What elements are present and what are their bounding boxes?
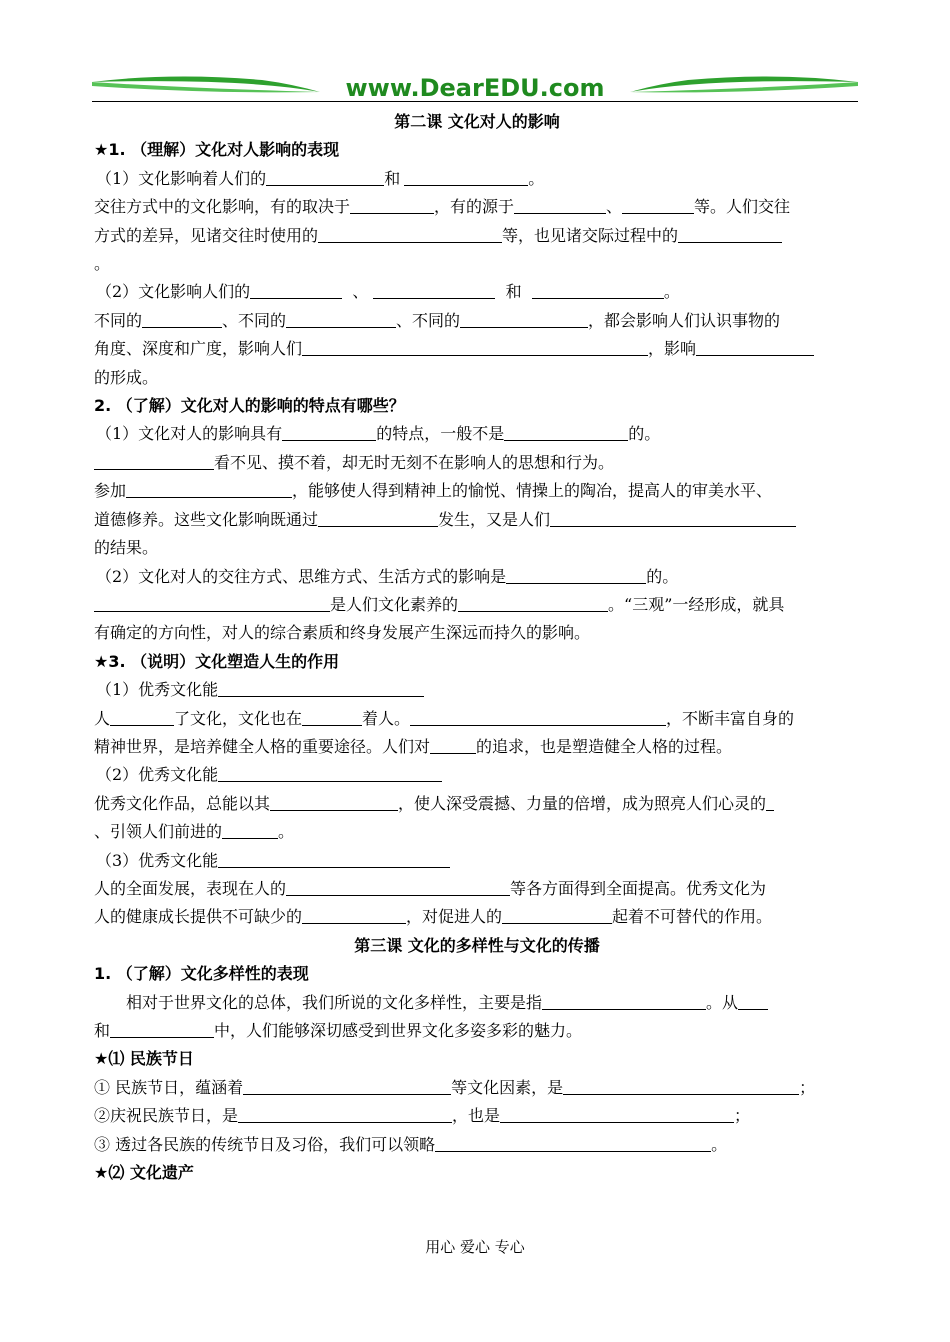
l2-s2-l5: 的结果。 [94,538,159,558]
l2-s1-l2 [94,193,860,221]
blank[interactable] [458,593,608,612]
blank[interactable] [286,877,510,896]
text: 中，人们能够深切感受到世界文化多姿多彩的魅力。 [214,1021,583,1040]
l3-s1-l1 [94,989,860,1017]
text: 和 [94,1021,111,1040]
blank[interactable] [373,280,495,299]
l3-f1 [94,1074,860,1102]
l2-s3-l8 [94,875,860,903]
blank[interactable] [542,991,706,1010]
text: 等文化因素，是 [451,1077,564,1097]
blank[interactable] [218,849,450,868]
blank[interactable] [404,167,528,186]
text: 、引领人们前进的 [94,822,223,842]
l2-s3-p3 [94,847,860,875]
blank[interactable] [502,905,612,924]
l3-s1-l2 [94,1017,860,1045]
text: （2）优秀文化能 [96,765,219,785]
blank[interactable] [318,224,502,243]
blank[interactable] [270,792,398,811]
text: ②庆祝民族节日，是 [94,1106,239,1126]
text: ； [734,1106,751,1126]
text: 等各方面得到全面提高。优秀文化为 [510,878,767,898]
blank[interactable] [94,593,330,612]
text: ，不断丰富自身的 [666,708,795,728]
l3-f2 [94,1102,860,1130]
text: ，影响 [648,339,697,359]
text: 和 [505,282,522,302]
text: 等，也见诸交际过程中的 [502,225,679,245]
blank[interactable] [142,309,222,328]
l2-s2-l7 [94,591,860,619]
text: 是人们文化素养的 [330,594,459,614]
l2-s2-l2 [94,449,860,477]
blank[interactable] [286,309,396,328]
text: 角度、深度和广度，影响人们 [94,339,303,359]
l2-s2-l4 [94,506,860,534]
l2-s1-p1 [94,165,860,193]
text: 的追求，也是塑造健全人格的过程。 [476,736,733,756]
text: 起着不可替代的作用。 [612,907,773,927]
l3-s1-heading: 1. （了解）文化多样性的表现 [94,964,309,984]
l2-s1-l8: 的形成。 [94,367,159,387]
header-rule [92,101,858,102]
blank[interactable] [350,195,434,214]
l2-s2-heading: 2. （了解）文化对人的影响的特点有哪些？ [94,396,405,416]
text: ① 民族节日，蕴涵着 [94,1077,244,1097]
blank[interactable] [302,707,362,726]
blank[interactable] [282,422,376,441]
blank[interactable] [110,707,174,726]
text: 参加 [94,481,127,501]
worksheet [94,108,860,1187]
blank[interactable] [563,1076,799,1095]
blank[interactable] [266,167,384,186]
text: 的。 [628,424,661,444]
text: ，能够使人得到精神上的愉悦、情操上的陶冶，提高人的审美水平、 [292,481,773,501]
l2-s3-l2 [94,705,860,733]
blank[interactable] [696,337,814,356]
text: 、 [352,282,369,302]
l2-s3-l5 [94,790,860,818]
l2-s1-l7 [94,335,860,363]
text: 。从 [706,992,739,1012]
text: 等。人们交往 [694,197,791,217]
text: 优秀文化作品，总能以其 [94,793,271,813]
l2-s1-p2 [94,278,860,306]
l2-s3-l3 [94,733,860,761]
l2-s2-p2 [94,563,860,591]
text: 。 [528,168,545,188]
text: ③ 透过各民族的传统节日及习俗，我们可以领略 [94,1134,436,1154]
text: 方式的差异，见诸交往时使用的 [94,225,319,245]
blank[interactable] [460,309,588,328]
l2-s2-l3 [94,477,860,505]
text: （3）优秀文化能 [96,850,219,870]
text: ，使人深受震撼、力量的倍增，成为照亮人们心灵的 [398,793,767,813]
l2-s3-heading: ★3. （说明）文化塑造人生的作用 [94,651,340,671]
text: 。 [663,282,680,302]
text: 了文化，文化也在 [174,708,303,728]
text: 。“三观”一经形成，就具 [608,594,785,614]
site-logo[interactable]: www.DearEDU.com [345,74,605,102]
blank[interactable] [622,195,694,214]
l3-f3 [94,1131,860,1159]
blank[interactable] [550,508,796,527]
text: （2）文化影响人们的 [96,282,251,302]
text: 的特点，一般不是 [376,424,505,444]
blank[interactable] [222,820,278,839]
l2-s3-p1 [94,676,860,704]
blank[interactable] [500,1104,734,1123]
blank[interactable] [410,707,666,726]
text: ，都会影响人们认识事物的 [588,310,781,330]
l2-s3-l9 [94,903,860,931]
text: （1）文化影响着人们的 [96,168,267,188]
blank[interactable] [766,792,774,811]
blank[interactable] [218,763,442,782]
l2-s1-l3 [94,222,860,250]
festival-subheading: ★⑴ 民族节日 [94,1049,194,1069]
blank[interactable] [678,224,782,243]
text: ，对促进人的 [406,907,503,927]
page-footer: 用心 爱心 专心 [425,1238,525,1256]
blank[interactable] [430,735,476,754]
l2-s1-l4: 。 [94,254,111,274]
l2-s2-p1 [94,420,860,448]
lesson2-title: 第二课 文化对人的影响 [394,112,560,131]
text: 交往方式中的文化影响，有的取决于 [94,197,351,217]
text: （1）文化对人的影响具有 [96,424,283,444]
text: 人的全面发展，表现在人的 [94,878,287,898]
blank[interactable] [218,678,424,697]
text: 相对于世界文化的总体，我们所说的文化多样性，主要是指 [126,992,543,1012]
blank[interactable] [126,479,292,498]
heritage-subheading: ★⑵ 文化遗产 [94,1163,194,1183]
text: 、不同的 [396,310,461,330]
text: 的。 [646,566,679,586]
site-header [92,68,858,104]
blank[interactable] [514,195,606,214]
blank[interactable] [238,1104,452,1123]
blank[interactable] [302,337,648,356]
text: （2）文化对人的交往方式、思维方式、生活方式的影响是 [96,566,507,586]
blank[interactable] [110,1019,214,1038]
text: 精神世界，是培养健全人格的重要途径。人们对 [94,736,431,756]
blank[interactable] [435,1133,711,1152]
text: 、不同的 [222,310,287,330]
l2-s1-heading: ★1. （理解）文化对人影响的表现 [94,140,340,160]
l2-s1-l6 [94,307,860,335]
text: 人 [94,708,111,728]
blank[interactable] [738,991,768,1010]
text: 不同的 [94,310,143,330]
blank[interactable] [243,1076,451,1095]
text: ； [799,1077,816,1097]
text: 看不见、摸不着，却无时无刻不在影响人的思想和行为。 [214,452,615,472]
text: 道德修养。这些文化影响既通过 [94,509,319,529]
l2-s3-l6 [94,818,860,846]
blank[interactable] [532,280,664,299]
lesson3-title: 第三课 文化的多样性与文化的传播 [354,935,600,955]
blank[interactable] [506,565,646,584]
text: 、 [606,197,623,217]
text: 发生，又是人们 [438,509,551,529]
text: 和 [384,168,401,188]
text: 着人。 [362,708,411,728]
text: （1）优秀文化能 [96,680,219,700]
text: 。 [278,822,295,842]
text: ，有的源于 [434,197,515,217]
l2-s3-p2 [94,761,860,789]
blank[interactable] [504,422,628,441]
l2-s2-l8: 有确定的方向性，对人的综合素质和终身发展产生深远而持久的影响。 [94,623,591,643]
blank[interactable] [250,280,342,299]
blank[interactable] [94,451,214,470]
text: ，也是 [452,1106,501,1126]
blank[interactable] [318,508,438,527]
text: 。 [711,1134,728,1154]
text: 人的健康成长提供不可缺少的 [94,907,303,927]
blank[interactable] [302,905,406,924]
